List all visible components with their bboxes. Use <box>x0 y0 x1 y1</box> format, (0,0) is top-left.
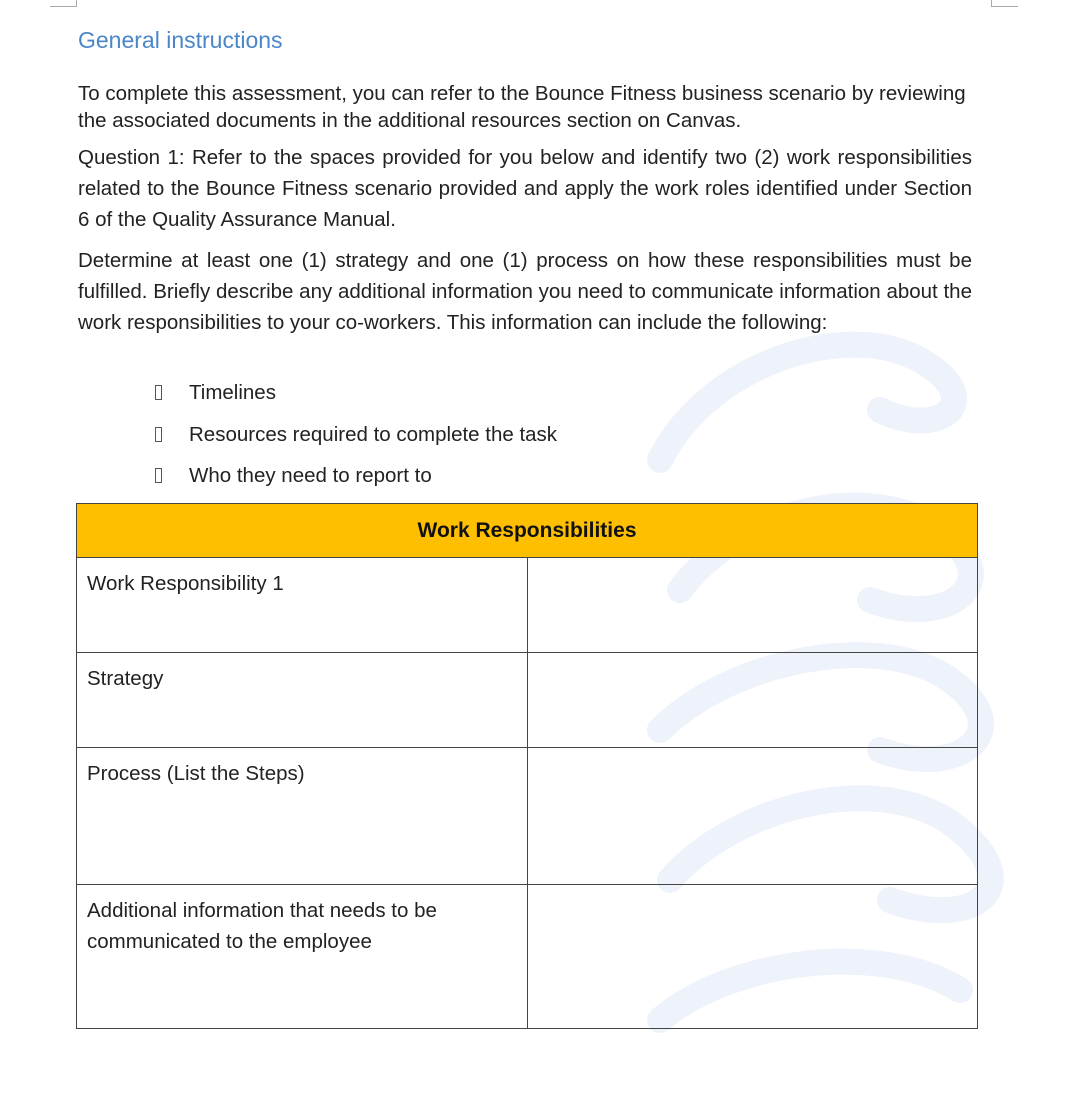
instructions-paragraph: Determine at least one (1) strategy and one (1) process on how these responsibilities must be fulfilled. Briefly describe any additional information you need to communicate information about the work responsibilities to your co-workers. This information can include the following: <box>78 249 972 334</box>
table-row <box>77 558 978 653</box>
table-row <box>77 748 978 885</box>
row-label: Strategy <box>77 653 528 748</box>
response-cell[interactable] <box>527 748 978 885</box>
bullet-text: Who they need to report to <box>189 464 432 487</box>
bullet-glyph-icon <box>155 427 162 442</box>
bullet-text: Resources required to complete the task <box>189 422 558 446</box>
question-paragraph: Question 1: Refer to the spaces provided for you below and identify two (2) work responsibilities related to the Bounce Fitness scenario provided and apply the work roles identified under Section 6 of the Quality Assurance Manual. <box>78 146 972 231</box>
row-label: Work Responsibility 1 <box>77 558 528 653</box>
bullet-text: Timelines <box>189 381 276 404</box>
page-corner-mark-right <box>991 0 1018 7</box>
row-label: Process (List the Steps) <box>77 748 528 885</box>
row-label: Additional information that needs to be communicated to the employee <box>77 885 528 1029</box>
table-row <box>77 653 978 748</box>
bullet-list <box>150 377 557 502</box>
response-cell[interactable] <box>527 558 978 653</box>
bullet-item <box>150 419 557 461</box>
work-responsibilities-table <box>76 503 978 1029</box>
response-cell[interactable] <box>527 885 978 1029</box>
bullet-glyph-icon <box>155 468 162 483</box>
bullet-item <box>150 460 557 502</box>
table-row <box>77 885 978 1029</box>
page-corner-mark-left <box>50 0 77 7</box>
bullet-glyph-icon <box>155 385 162 400</box>
bullet-item <box>150 377 557 419</box>
response-cell[interactable] <box>527 653 978 748</box>
table-header: Work Responsibilities <box>77 504 978 558</box>
intro-paragraph: To complete this assessment, you can refer to the Bounce Fitness business scenario by reviewing the associated documents in the additional resources section on Canvas. <box>78 82 966 132</box>
section-heading: General instructions <box>78 27 283 53</box>
